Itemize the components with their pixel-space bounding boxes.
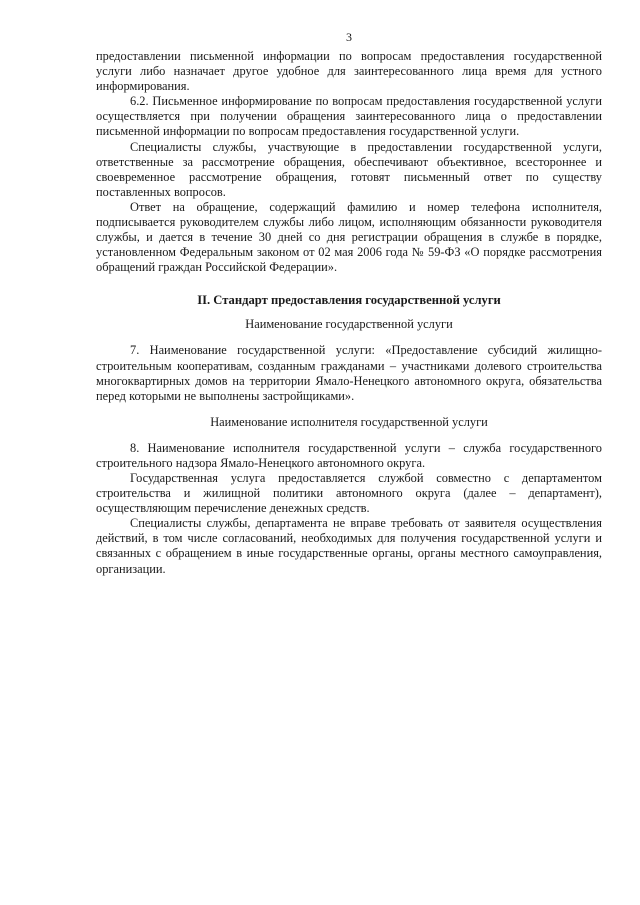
paragraph-8: 8. Наименование исполнителя государственной услуги – служба государственного строительного надзора Ямало-Ненецкого автономного округа. [96, 440, 602, 470]
paragraph-no-requirements: Специалисты службы, департамента не вправе требовать от заявителя осуществления действий, в том числе согласований, необходимых для получения государственной услуги и связанных с обращением в иные государственные органы, органы местного самоуправления, организации. [96, 516, 602, 576]
paragraph-6-2: 6.2. Письменное информирование по вопросам предоставления государственной услуги осуществляется при получении обращения заинтересованного лица о предоставлении письменной информации по вопросам предоставления государственной услуги. [96, 94, 602, 139]
section-title: II. Стандарт предоставления государственной услуги [197, 293, 501, 308]
paragraph-7: 7. Наименование государственной услуги: «Предоставление субсидий жилищно-строительным кооперативам, созданным гражданами – участниками долевого строительства многоквартирных домов на территории Ямало-Ненецкого автономного округа, обязательства перед которыми не выполнены застройщиками». [96, 343, 602, 403]
subsection-heading-service-name: Наименование государственной услуги [245, 317, 453, 332]
paragraph-joint-service: Государственная услуга предоставляется службой совместно с департаментом строительства и жилищной политики автономного округа (далее – департамент), осуществляющим перечисление денежных средств. [96, 470, 602, 516]
paragraph-specialists: Специалисты службы, участвующие в предоставлении государственной услуги, ответственные за рассмотрение обращения, обеспечивают объективное, всестороннее и своевременное рассмотрение обращения, готовят письменный ответ по существу поставленных вопросов. [96, 139, 602, 199]
page-number: 3 [346, 30, 352, 44]
paragraph-response: Ответ на обращение, содержащий фамилию и номер телефона исполнителя, подписывается руководителем службы либо лицом, исполняющим обязанности руководителя службы, и дается в течение 30 дней со дня регистрации обращения в службе в порядке, установленном Федеральным законом от 02 мая 2006 года № 59-ФЗ «О порядке рассмотрения обращений граждан Российской Федерации». [96, 199, 602, 275]
paragraph-continuation: предоставлении письменной информации по вопросам предоставления государственной услуги либо назначает другое удобное для заинтересованного лица время для устного информирования. [96, 49, 602, 94]
subsection-heading-executor: Наименование исполнителя государственной услуги [210, 414, 488, 429]
